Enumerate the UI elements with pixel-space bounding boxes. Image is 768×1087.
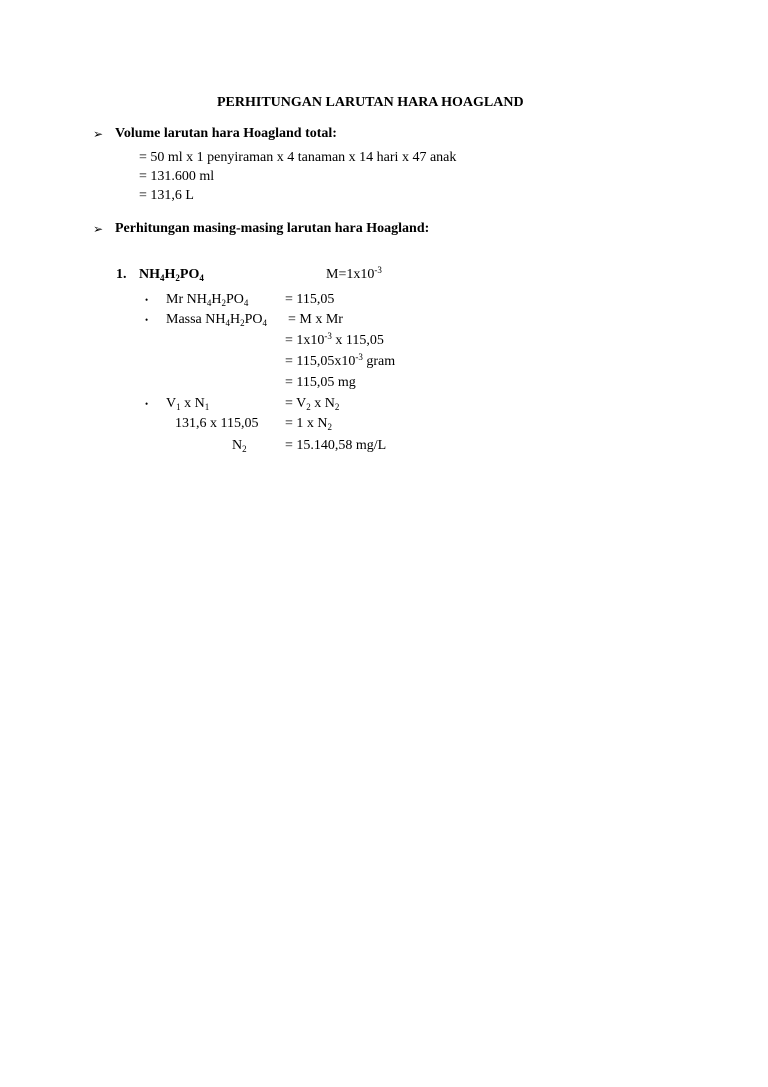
dilution-row3-lhs: $N_2$ [232,438,247,454]
massa-label: Massa $NH_4H_2PO_4$ [166,312,268,328]
massa-equation: = M x Mr [288,312,343,327]
volume-line-1: = 50 ml x 1 penyiraman x 4 tanaman x 14 hari x 47 anak [139,150,457,165]
massa-step-1: = $1x10^{-3}$ x 115,05 [285,331,384,348]
section-volume-heading: Volume larutan hara Hoagland total: [115,126,337,141]
volume-line-2: = 131.600 ml [139,169,215,184]
bullet-icon: • [145,399,149,409]
arrow-bullet-icon: ➢ [93,222,104,236]
dilution-row2-rhs: = 1 x $N_2$ [285,416,333,432]
page-title: PERHITUNGAN LARUTAN HARA HOAGLAND [217,95,524,110]
volume-line-3: = 131,6 L [139,188,194,203]
massa-step-3: = 115,05 mg [285,375,356,390]
bullet-icon: • [145,315,149,325]
section-calculation-heading: Perhitungan masing-masing larutan hara Hoagland: [115,221,430,236]
dilution-lhs: $V_1$ x $N_1$ [166,396,210,412]
arrow-bullet-icon: ➢ [93,127,104,141]
dilution-result: = 15.140,58 mg/L [285,438,387,453]
dilution-row2-lhs: 131,6 x 115,05 [175,416,259,431]
item-number: 1. [116,267,127,282]
bullet-icon: • [145,295,149,305]
mr-value: = 115,05 [285,292,335,307]
mr-label: Mr $NH_4H_2PO_4$ [166,292,249,308]
dilution-rhs: = $V_2$ x $N_2$ [285,396,340,412]
item-molarity: $M=1x10^{-3}$ [326,265,382,282]
item-formula: $NH_4H_2PO_4$ [139,267,204,283]
massa-step-2: = $115,05x10^{-3}$ gram [285,352,396,369]
